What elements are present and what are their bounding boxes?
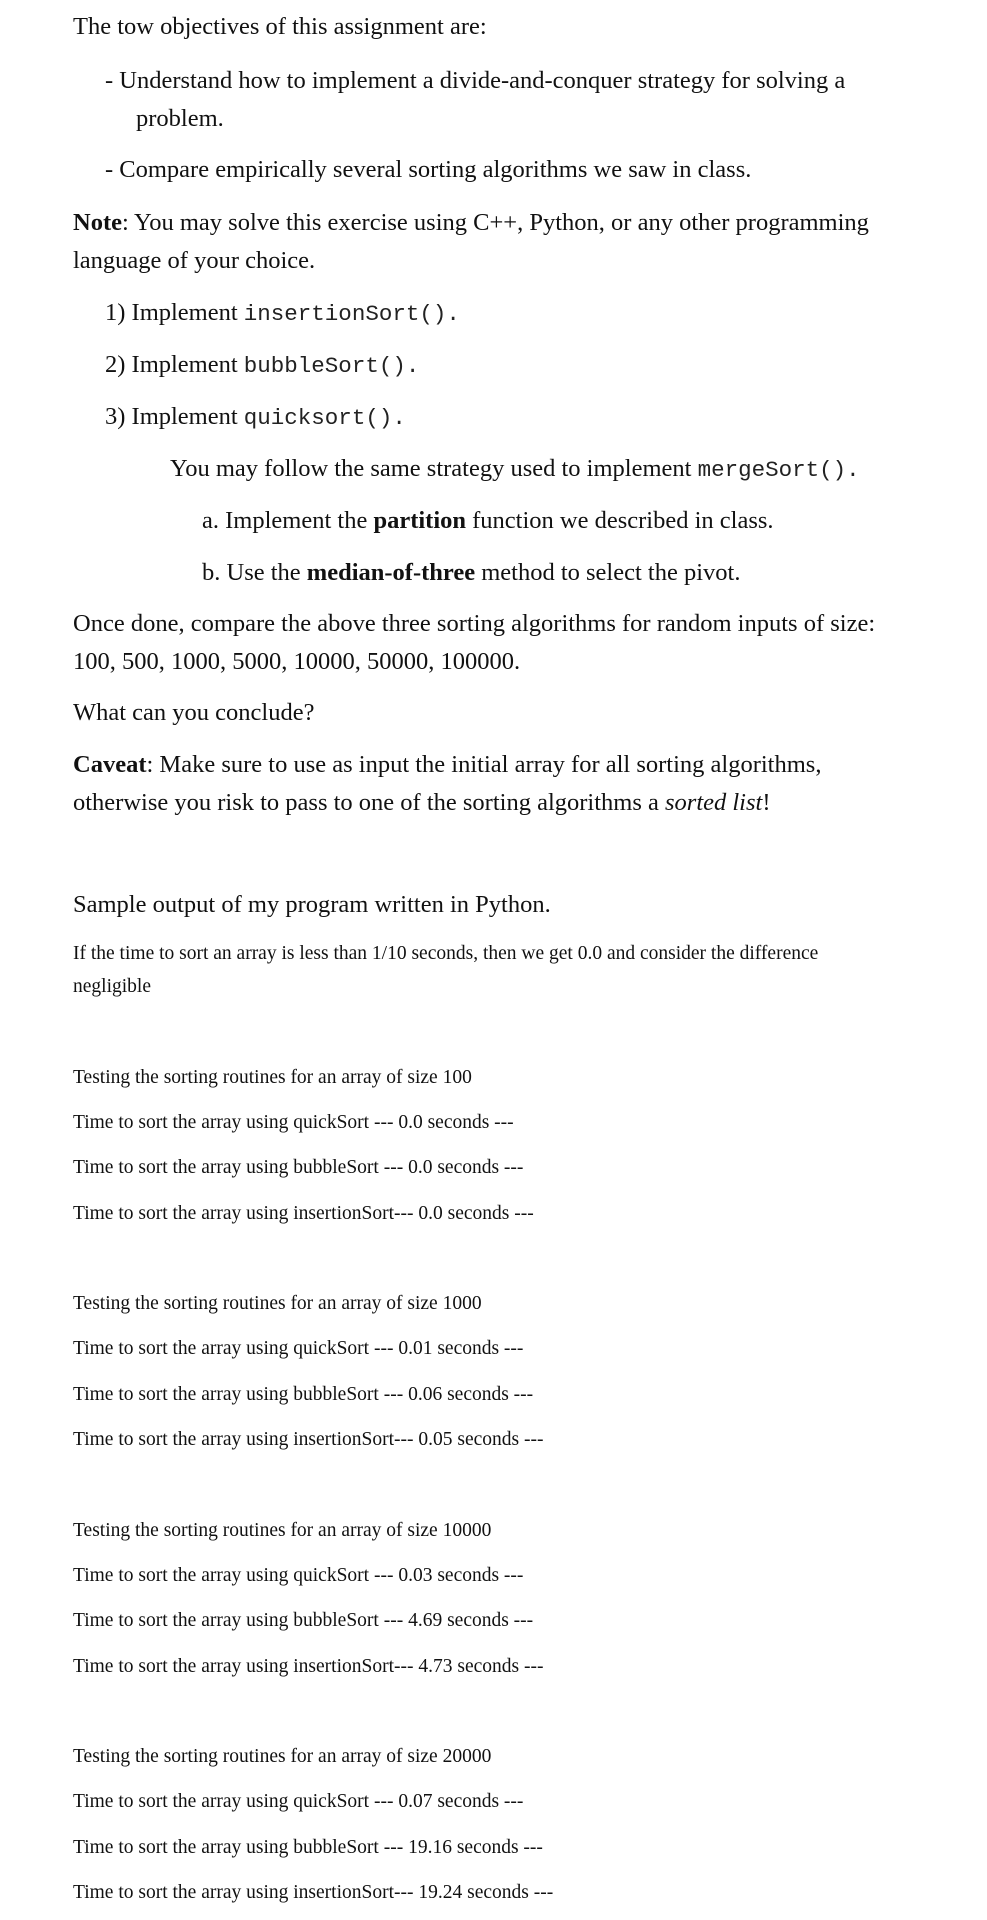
subtask-a-post: function we described in class.: [466, 507, 774, 534]
follow-strategy: [170, 450, 860, 489]
group-1-line-1: Time to sort the array using quickSort --- 0.0 seconds ---: [73, 1112, 514, 1133]
question-text: What can you conclude?: [73, 699, 315, 726]
caveat-line-1: [73, 746, 821, 784]
objective-1-continued: problem.: [136, 105, 224, 132]
task-2-label: 2) Implement: [105, 351, 244, 378]
group-3-line-3: Time to sort the array using insertionSort--- 4.73 seconds ---: [73, 1656, 544, 1677]
task-3: [105, 398, 406, 437]
group-3-header: Testing the sorting routines for an array of size 10000: [73, 1520, 492, 1541]
note-text: : You may solve this exercise using C++, Python, or any other programming: [121, 209, 869, 236]
sample-title: Sample output of my program written in Python.: [73, 891, 551, 918]
intro-text: The tow objectives of this assignment are:: [73, 13, 487, 40]
group-4-header: Testing the sorting routines for an array of size 20000: [73, 1746, 492, 1767]
caveat-label: Caveat: [73, 751, 147, 778]
task-1-code: insertionSort().: [243, 301, 460, 327]
task-3-code: quicksort().: [243, 405, 406, 431]
sample-note-line-2: negligible: [73, 976, 151, 997]
task-1: [105, 294, 460, 333]
follow-code: mergeSort().: [697, 457, 860, 483]
group-2-line-2: Time to sort the array using bubbleSort --- 0.06 seconds ---: [73, 1384, 534, 1405]
subtask-b-bold: median-of-three: [306, 559, 476, 586]
group-3-line-1: Time to sort the array using quickSort --- 0.03 seconds ---: [73, 1565, 524, 1586]
caveat-end: !: [762, 789, 771, 816]
note-line-2: language of your choice.: [73, 247, 316, 274]
subtask-a: [202, 502, 774, 540]
subtask-b-pre: b. Use the: [202, 559, 307, 586]
task-2: [105, 346, 419, 385]
group-2-line-1: Time to sort the array using quickSort --- 0.01 seconds ---: [73, 1338, 524, 1359]
task-1-label: 1) Implement: [105, 299, 244, 326]
follow-text: You may follow the same strategy used to implement: [170, 455, 698, 482]
group-3-line-2: Time to sort the array using bubbleSort --- 4.69 seconds ---: [73, 1610, 534, 1631]
task-2-code: bubbleSort().: [243, 353, 420, 379]
group-2-header: Testing the sorting routines for an array of size 1000: [73, 1293, 482, 1314]
subtask-b: [202, 554, 740, 592]
objective-2: - Compare empirically several sorting algorithms we saw in class.: [105, 156, 752, 183]
compare-line-2: 100, 500, 1000, 5000, 10000, 50000, 100000.: [73, 648, 521, 675]
group-4-line-1: Time to sort the array using quickSort --- 0.07 seconds ---: [73, 1791, 524, 1812]
group-1-line-2: Time to sort the array using bubbleSort --- 0.0 seconds ---: [73, 1157, 524, 1178]
subtask-a-bold: partition: [373, 507, 467, 534]
objective-1: - Understand how to implement a divide-and-conquer strategy for solving a: [105, 67, 846, 94]
caveat-line-2: [73, 784, 771, 822]
caveat-text-2: otherwise you risk to pass to one of the sorting algorithms a: [73, 789, 665, 816]
compare-line-1: Once done, compare the above three sorting algorithms for random inputs of size:: [73, 610, 876, 637]
sample-note-line-1: If the time to sort an array is less than 1/10 seconds, then we get 0.0 and consider the difference: [73, 943, 819, 964]
note-label: Note: [73, 209, 122, 236]
subtask-b-post: method to select the pivot.: [475, 559, 741, 586]
group-4-line-3: Time to sort the array using insertionSort--- 19.24 seconds ---: [73, 1882, 554, 1903]
group-2-line-3: Time to sort the array using insertionSort--- 0.05 seconds ---: [73, 1429, 544, 1450]
caveat-italic: sorted list: [665, 789, 763, 816]
note-line-1: [73, 204, 869, 242]
group-1-header: Testing the sorting routines for an array of size 100: [73, 1067, 472, 1088]
group-4-line-2: Time to sort the array using bubbleSort --- 19.16 seconds ---: [73, 1837, 543, 1858]
caveat-text: : Make sure to use as input the initial array for all sorting algorithms,: [146, 751, 822, 778]
group-1-line-3: Time to sort the array using insertionSort--- 0.0 seconds ---: [73, 1203, 534, 1224]
subtask-a-pre: a. Implement the: [202, 507, 374, 534]
task-3-label: 3) Implement: [105, 403, 244, 430]
